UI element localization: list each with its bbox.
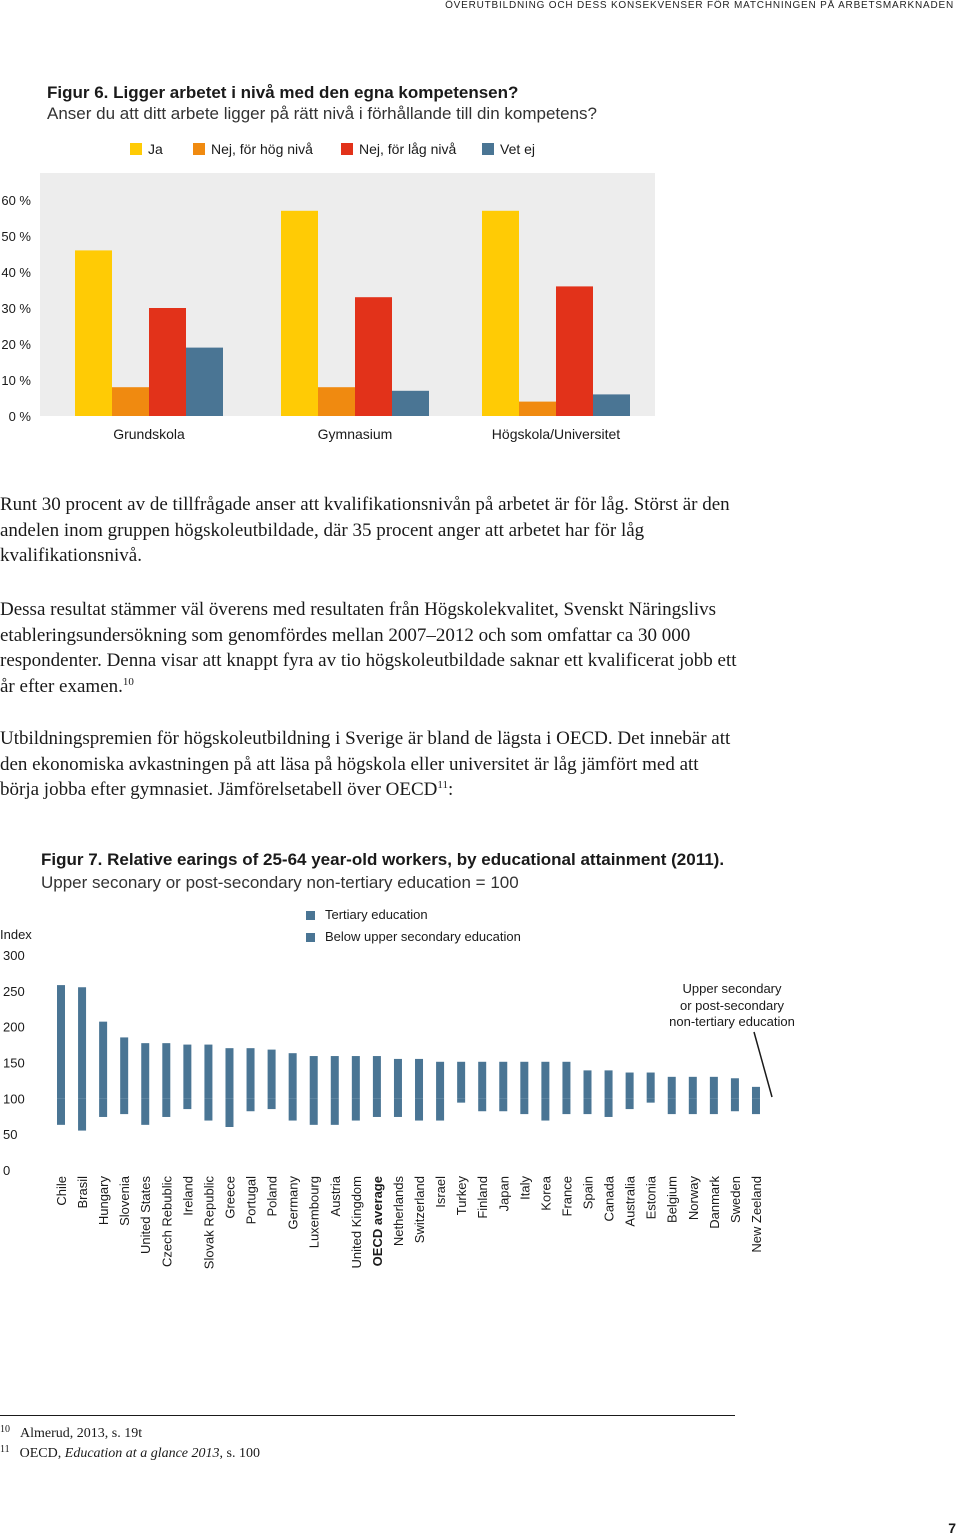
bar-tertiary <box>457 1062 465 1099</box>
bar-tertiary <box>647 1073 655 1099</box>
bar-below-upper-secondary <box>647 1098 655 1102</box>
bar-tertiary <box>415 1059 423 1098</box>
bar-tertiary <box>352 1056 360 1098</box>
bar-tertiary <box>731 1078 739 1098</box>
x-country-label: Norway <box>685 1176 701 1221</box>
x-country-label: Slovak Republic <box>201 1176 217 1270</box>
bar-tertiary <box>225 1048 233 1098</box>
bar-below-upper-secondary <box>120 1098 128 1114</box>
x-country-label: Czech Rebublic <box>159 1176 175 1268</box>
bar-tertiary <box>541 1062 549 1099</box>
y-tick-label: 0 <box>3 1163 11 1178</box>
footnote-ref[interactable]: 11 <box>437 779 448 791</box>
bar-below-upper-secondary <box>689 1098 697 1114</box>
bar-below-upper-secondary <box>225 1098 233 1127</box>
bar-below-upper-secondary <box>436 1098 444 1120</box>
x-country-label: United Kingdom <box>348 1176 364 1269</box>
y-tick-label: 200 <box>3 1019 25 1035</box>
body-paragraph-2: Dessa resultat stämmer väl överens med resultaten från Högskolekvalitet, Svenskt Näringslivs etableringsundersökning som genomfördes mellan 2007–2012 och som omfattar ca 30 000 respondenter. Denna visar att knappt fyra av tio högskoleutbildade saknar ett kvalificerat jobb ett år efter examen.$^{10}$ <box>0 599 737 697</box>
bar-below-upper-secondary <box>478 1098 486 1111</box>
x-country-label: Belgium <box>664 1176 680 1223</box>
x-country-label: Danmark <box>706 1176 722 1229</box>
x-country-label: Israel <box>433 1176 449 1208</box>
bar-below-upper-secondary <box>331 1098 339 1125</box>
x-category-label: Högskola/Universitet <box>491 426 621 442</box>
y-tick-label: 0 % <box>8 409 31 424</box>
y-tick-label: 300 <box>3 948 25 963</box>
bar-below-upper-secondary <box>183 1098 191 1109</box>
footnote-10: $^{10}$ Almerud, 2013, s. 19t <box>0 1424 143 1441</box>
bar-tertiary <box>689 1077 697 1099</box>
x-country-label: Austria <box>327 1176 343 1217</box>
bar-below-upper-secondary <box>141 1098 149 1125</box>
chart-annotation: Upper secondary or post-secondary non-tertiary education <box>669 981 795 1029</box>
bar-tertiary <box>605 1070 613 1098</box>
x-country-label: Switzerland <box>412 1176 428 1244</box>
x-country-label: Slovenia <box>117 1176 133 1226</box>
bar-below-upper-secondary <box>162 1098 170 1117</box>
x-country-label: Turkey <box>454 1176 470 1216</box>
y-tick-label: 40 % <box>1 265 31 280</box>
x-country-label: Chile <box>54 1176 69 1206</box>
figure6-subtitle: Anser du att ditt arbete ligger på rätt nivå i förhållande till din kompetens? <box>47 104 597 123</box>
x-country-label: Portugal <box>243 1176 259 1225</box>
x-country-label: Luxembourg <box>306 1176 322 1249</box>
bar-tertiary <box>183 1045 191 1099</box>
legend-label: Vet ej <box>500 141 536 157</box>
figure6-title: Figur 6. Ligger arbetet i nivå med den egna kompetensen? <box>47 83 519 102</box>
x-country-label: Australia <box>622 1176 638 1227</box>
bar-tertiary <box>331 1056 339 1098</box>
bar-below-upper-secondary <box>541 1098 549 1120</box>
x-country-label: United States <box>138 1176 154 1255</box>
legend-label: Nej, för hög nivå <box>211 141 313 157</box>
bar-below-upper-secondary <box>78 1098 86 1130</box>
bar-below-upper-secondary <box>204 1098 212 1120</box>
bar-below-upper-secondary <box>289 1098 297 1120</box>
bar-below-upper-secondary <box>415 1098 423 1120</box>
x-country-label: Sweden <box>727 1176 743 1223</box>
y-tick-label: 30 % <box>1 301 31 316</box>
bar-below-upper-secondary <box>394 1098 402 1117</box>
x-country-label: Estonia <box>643 1176 659 1220</box>
bar-tertiary <box>162 1043 170 1098</box>
bar-tertiary <box>78 987 86 1098</box>
bar-tertiary <box>310 1056 318 1098</box>
bar-tertiary <box>710 1077 718 1099</box>
bar-below-upper-secondary <box>668 1098 676 1114</box>
bar-below-upper-secondary <box>352 1098 360 1120</box>
bar-below-upper-secondary <box>584 1098 592 1114</box>
bar-tertiary <box>204 1045 212 1099</box>
y-tick-label: 100 <box>3 1091 25 1107</box>
bar-tertiary <box>373 1056 381 1098</box>
x-country-label: Italy <box>517 1176 533 1200</box>
bar-below-upper-secondary <box>247 1098 255 1111</box>
x-country-label: Ireland <box>180 1176 196 1216</box>
x-country-label: Korea <box>538 1176 554 1211</box>
bar-below-upper-secondary <box>373 1098 381 1117</box>
bar-tertiary <box>141 1043 149 1098</box>
footnote-ref[interactable]: 10 <box>122 675 134 688</box>
x-country-label: Germany <box>285 1176 301 1230</box>
footnote-rule <box>0 1415 735 1416</box>
bar-below-upper-secondary <box>605 1098 613 1117</box>
bar-below-upper-secondary <box>626 1098 634 1109</box>
y-tick-label: 50 <box>3 1127 18 1143</box>
x-country-label: France <box>559 1176 575 1217</box>
y-tick-label: 10 % <box>1 373 31 388</box>
bar-below-upper-secondary <box>310 1098 318 1125</box>
body-paragraph-3: Utbildningspremien för högskoleutbildning i Sverige är bland de lägsta i OECD. Det innebär att den ekonomiska avkastningen på att läsa på högskola eller universitet är låg jämfört med att börja jobba efter gymnasiet. Jämförelsetabell över OECD$^{11}$: <box>0 728 731 800</box>
bar-tertiary <box>394 1059 402 1098</box>
figure7-subtitle: Upper seconary or post-secondary non-tertiary education = 100 <box>41 873 519 892</box>
x-country-label: Brasil <box>75 1176 91 1209</box>
bar-below-upper-secondary <box>710 1098 718 1114</box>
bar-tertiary <box>499 1062 507 1099</box>
bar-below-upper-secondary <box>752 1098 760 1114</box>
y-tick-label: 60 % <box>1 193 31 208</box>
bar-tertiary <box>562 1062 570 1099</box>
bar-tertiary <box>478 1062 486 1099</box>
y-axis-title: Index <box>0 927 32 942</box>
x-country-label: Japan <box>496 1176 512 1212</box>
footnote-11: $^{11}$ OECD, Education at a glance 2013, s. 100 <box>0 1444 260 1461</box>
bar-tertiary <box>289 1053 297 1098</box>
body-paragraph-1: Runt 30 procent av de tillfrågade anser att kvalifikationsnivån på arbetet är för låg. Störst är den andelen inom gruppen högskoleutbildade, där 35 procent anger att arbetet har för låg kvalifikationsnivå. <box>0 494 730 566</box>
x-country-label: Hungary <box>96 1176 112 1226</box>
y-tick-label: 50 % <box>1 229 31 244</box>
x-country-label: Spain <box>580 1176 596 1210</box>
bar-tertiary <box>668 1077 676 1099</box>
bar-below-upper-secondary <box>499 1098 507 1111</box>
x-country-label: Netherlands <box>390 1176 406 1247</box>
x-category-label: Grundskola <box>113 426 185 442</box>
y-tick-label: 20 % <box>1 337 31 352</box>
bar-tertiary <box>626 1073 634 1099</box>
bar-tertiary <box>57 985 65 1098</box>
figure7-title: Figur 7. Relative earings of 25-64 year-old workers, by educational attainment (2011). <box>41 850 725 869</box>
x-country-label: Canada <box>601 1176 617 1222</box>
bar-below-upper-secondary <box>268 1098 276 1109</box>
x-country-label: Finland <box>475 1176 491 1219</box>
x-category-label: Gymnasium <box>317 426 393 442</box>
bar-tertiary <box>752 1087 760 1098</box>
x-country-label: New Zeeland <box>748 1176 764 1253</box>
bar-tertiary <box>436 1062 444 1099</box>
bar-below-upper-secondary <box>57 1098 65 1125</box>
bar-below-upper-secondary <box>731 1098 739 1111</box>
bar-below-upper-secondary <box>520 1098 528 1114</box>
x-country-label: Poland <box>264 1176 280 1217</box>
page-number: 7 <box>948 1520 956 1536</box>
bar-tertiary <box>120 1037 128 1098</box>
bar-below-upper-secondary <box>99 1098 107 1117</box>
running-head: ÖVERUTBILDNING OCH DESS KONSEKVENSER FÖR MATCHNINGEN PÅ ARBETSMARKNADEN <box>445 0 954 11</box>
y-tick-label: 150 <box>3 1055 25 1071</box>
bar-tertiary <box>247 1048 255 1098</box>
legend-label: Nej, för låg nivå <box>359 141 457 157</box>
x-country-label: OECD average <box>369 1176 385 1267</box>
legend-label: Ja <box>148 141 163 157</box>
bar-tertiary <box>99 1022 107 1099</box>
bar-below-upper-secondary <box>457 1098 465 1102</box>
x-country-label: Greece <box>222 1176 238 1219</box>
bar-tertiary <box>520 1062 528 1099</box>
y-tick-label: 250 <box>3 983 25 999</box>
legend-item-below: Below upper secondary education <box>306 929 521 944</box>
bar-tertiary <box>584 1070 592 1098</box>
legend-item-tertiary: Tertiary education <box>306 907 428 922</box>
bar-tertiary <box>268 1050 276 1099</box>
bar-below-upper-secondary <box>562 1098 570 1114</box>
